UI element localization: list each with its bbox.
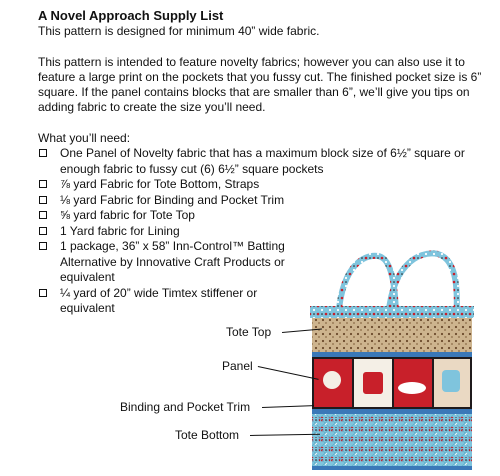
panel-pockets — [312, 357, 472, 409]
need-heading: What you’ll need: — [38, 131, 131, 145]
checkbox-icon — [39, 211, 47, 219]
label-tote-top: Tote Top — [226, 325, 272, 339]
tote-top-section — [312, 318, 472, 352]
tote-bottom-section — [312, 414, 472, 466]
checkbox-icon — [39, 180, 47, 188]
intro-text: This pattern is designed for minimum 40” wide fabric. — [38, 24, 320, 38]
list-item: 1 package, 36” x 58” Inn-Control™ Batting Alternative by Innovative Craft Products or equivalent — [38, 239, 315, 286]
tote-bag-illustration — [300, 248, 480, 473]
checkbox-icon — [39, 242, 47, 250]
list-item: ⅞ yard Fabric for Tote Bottom, Straps — [38, 177, 493, 193]
label-tote-bottom: Tote Bottom — [175, 428, 240, 442]
list-item: One Panel of Novelty fabric that has a maximum block size of 6½” square or enough fabric to fussy cut (6) 6½” square pockets — [38, 146, 493, 177]
list-item: ¼ yard of 20” wide Timtex stiffener or equivalent — [38, 286, 315, 317]
checkbox-icon — [39, 149, 47, 157]
list-item: ⅛ yard Fabric for Binding and Pocket Trim — [38, 193, 493, 209]
checkbox-icon — [39, 289, 47, 297]
list-item: 1 Yard fabric for Lining — [38, 224, 493, 240]
list-item: ⅝ yard fabric for Tote Top — [38, 208, 493, 224]
checkbox-icon — [39, 196, 47, 204]
description-text: This pattern is intended to feature novelty fabrics; however you can also use it to feature a large print on the pockets that you fussy cut. The finished pocket size is 6” square. If the panel contains blocks that are smaller than 6”, we’ll give you tips on adding fabric to create the size you’ll need. — [38, 55, 482, 114]
checkbox-icon — [39, 227, 47, 235]
label-binding: Binding and Pocket Trim — [120, 400, 251, 414]
label-panel: Panel — [222, 359, 253, 373]
page-title: A Novel Approach Supply List — [38, 8, 224, 23]
